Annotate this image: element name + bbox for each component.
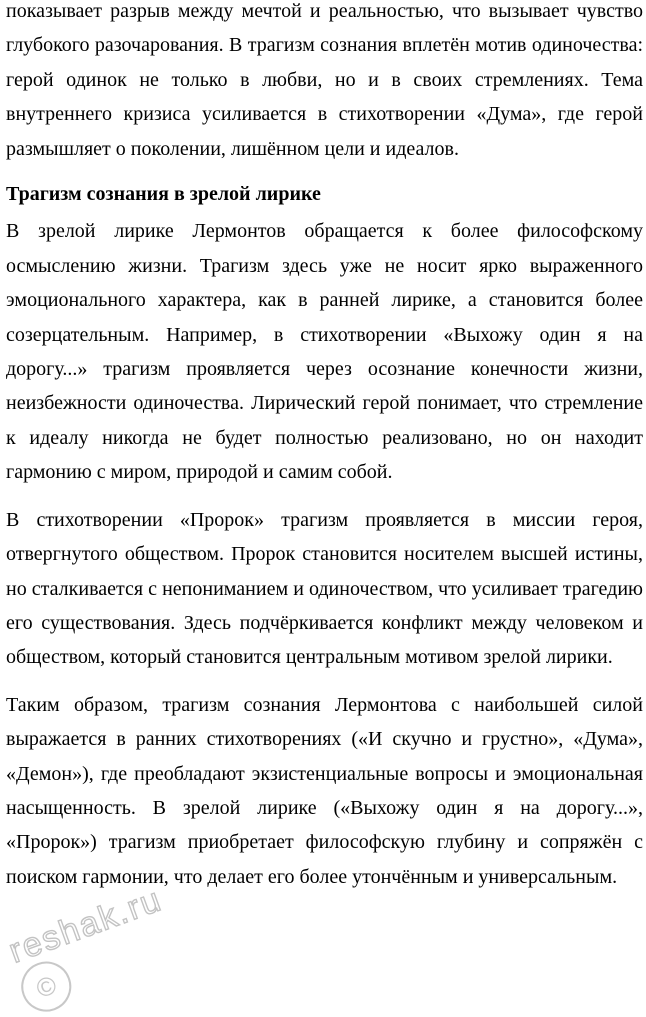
copyright-circle-icon: [16, 956, 78, 1017]
paragraph-1: показывает разрыв между мечтой и реальностью, что вызывает чувство глубокого разочарования. В трагизм сознания вплетён мотив одиночества: герой одинок не только в любви, но и в своих стремлениях. Тема внутреннего кризиса усиливается в стихотворении «Дума», где герой размышляет о поколении, лишённом цели и идеалов.: [6, 0, 643, 160]
section-heading: Трагизм сознания в зрелой лирике: [6, 183, 321, 206]
paragraph-2: В зрелой лирике Лермонтов обращается к более философскому осмыслению жизни. Трагизм здесь уже не носит ярко выраженного эмоционального характера, как в ранней лирике, а становится более созерцательным. Например, в стихотворении «Выхожу один я на дорогу...» трагизм проявляется через осознание конечности жизни, неизбежности одиночества. Лирический герой понимает, что стремление к идеалу никогда не будет полностью реализовано, но он находит гармонию с миром, природой и самим собой.: [6, 220, 643, 484]
watermark-text: reshak.ru: [4, 880, 168, 971]
document-page: [6, 0, 643, 894]
paragraph-3: В стихотворении «Пророк» трагизм проявляется в миссии героя, отвергнутого обществом. Пророк становится носителем высшей истины, но сталкивается с непониманием и одиночеством, что усиливает трагедию его существования. Здесь подчёркивается конфликт между человеком и обществом, который становится центральным мотивом зрелой лирики.: [6, 508, 643, 669]
copyright-symbol: ©: [32, 969, 61, 1004]
paragraph-4: Таким образом, трагизм сознания Лермонтова с наибольшей силой выражается в ранних стихотворениях («И скучно и грустно», «Дума», «Демон»), где преобладают экзистенциальные вопросы и эмоциональная насыщенность. В зрелой лирике («Выхожу один я на дорогу...», «Пророк») трагизм приобретает философскую глубину и сопряжён с поиском гармонии, что делает его более утончённым и универсальным.: [6, 693, 643, 888]
